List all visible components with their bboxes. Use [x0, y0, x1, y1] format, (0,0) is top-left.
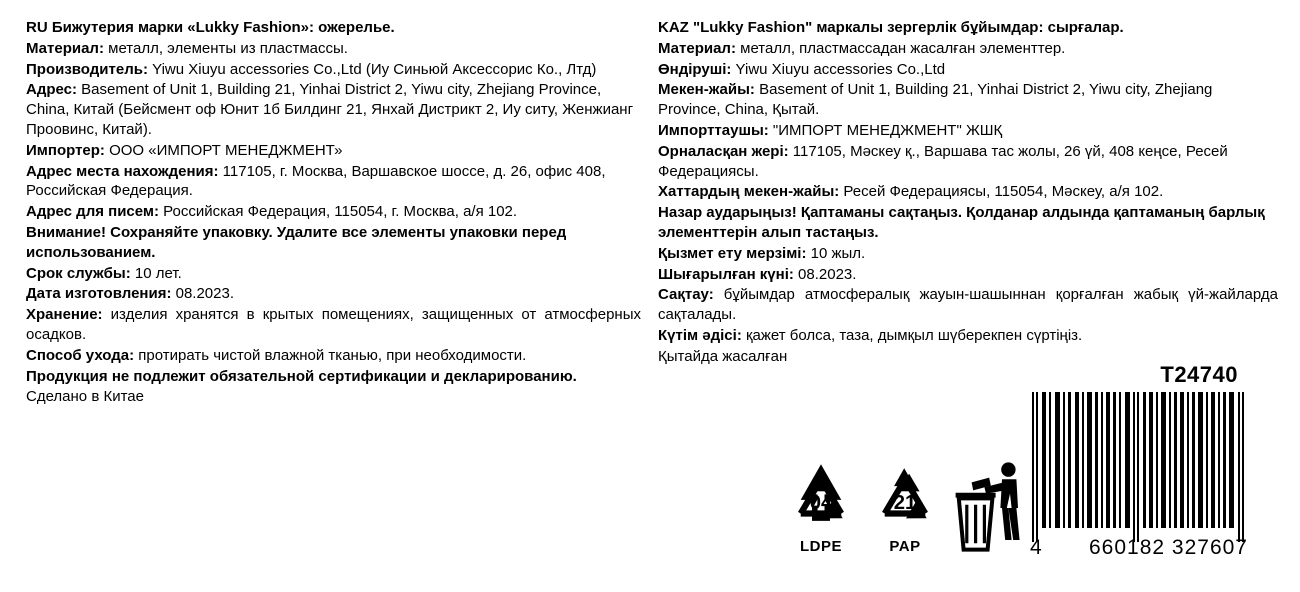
product-code: T24740	[1160, 362, 1238, 387]
entry-label: Орналасқан жері:	[658, 142, 789, 160]
entry-value: металл, пластмассадан жасалған элементтер.	[735, 39, 1066, 57]
entry-value: Сделано в Китае	[26, 388, 144, 406]
barcode	[1030, 392, 1248, 570]
entry-made-in-ru	[26, 387, 641, 407]
entry-manufacture-date-ru	[26, 284, 641, 304]
entry-manufacture-date-kaz	[658, 265, 1278, 285]
entry-warning-ru	[26, 223, 641, 263]
entry-value: 117105, Мәскеу қ., Варшава тас жолы, 26 үй, 408 кеңсе, Ресей Федерациясы.	[658, 142, 1228, 180]
recycling-number-2: 21	[893, 491, 917, 514]
recycling-number-1: 04	[809, 491, 833, 514]
entry-value: металл, элементы из пластмассы.	[103, 39, 348, 57]
recycling-material-1: LDPE	[799, 538, 842, 555]
entry-address-kaz	[658, 80, 1278, 120]
barcode-digits-rest: 660182 327607	[1089, 536, 1248, 559]
title-ru	[26, 18, 641, 38]
entry-care-kaz	[658, 326, 1278, 346]
entry-manufacturer-ru	[26, 60, 641, 80]
barcode-digits	[1030, 536, 1248, 560]
entry-label: Срок службы:	[26, 264, 131, 282]
entry-label: Адрес места нахождения:	[26, 162, 219, 180]
entry-label: Внимание! Сохраняйте упаковку. Удалите все элементы упаковки перед использованием.	[26, 223, 567, 261]
entry-label: Назар аударыңыз! Қаптаманы сақтаңыз. Қолданар алдында қаптаманың барлық элементтерін алып тастаңыз.	[658, 204, 1265, 241]
entry-label: Хаттардың мекен-жайы:	[658, 183, 840, 201]
entry-mail-address-kaz	[658, 182, 1278, 202]
recycling-marks	[782, 462, 1022, 572]
recycling-material-2: PAP	[889, 538, 921, 555]
entry-material-ru	[26, 39, 641, 59]
entry-value: 117105, г. Москва, Варшавское шоссе, д. 26, офис 408, Российская Федерация.	[26, 162, 606, 200]
entry-value: "ИМПОРТ МЕНЕДЖМЕНТ" ЖШҚ	[768, 121, 1003, 139]
entry-care-ru	[26, 346, 641, 366]
entry-label: Қызмет ету мерзімі:	[658, 244, 807, 262]
entry-value: Yiwu Xiuyu accessories Co.,Ltd	[731, 60, 946, 78]
entry-label: Импортер:	[26, 141, 105, 159]
entry-value: Basement of Unit 1, Building 21, Yinhai District 2, Yiwu city, Zhejiang Province, China, Китай (Бейсмент оф Юнит 1б Билдинг 21, Янхай Дистрикт 2, Иу ситу, Женжианг Проовинс, Китай).	[26, 81, 634, 138]
entry-value: изделия хранятся в крытых помещениях, защищенных от атмосферных осадков.	[26, 306, 641, 343]
lang-tag-kaz: KAZ	[658, 19, 689, 36]
entry-location-address-kaz	[658, 142, 1278, 182]
entry-storage-ru	[26, 305, 641, 345]
entry-value: 10 лет.	[130, 264, 182, 282]
entry-label: Материал:	[26, 39, 104, 57]
entry-label: Способ ухода:	[26, 346, 135, 364]
entry-value: Ресей Федерациясы, 115054, Мәскеу, а/я 102.	[839, 183, 1164, 201]
entry-label: Өндіруші:	[658, 60, 732, 78]
entry-label: Күтім әдісі:	[658, 326, 742, 344]
entry-importer-kaz	[658, 121, 1278, 141]
title-text-kaz: "Lukky Fashion" маркалы зергерлік бұйымдар: сырғалар.	[693, 19, 1124, 36]
entry-warning-kaz	[658, 203, 1278, 243]
entry-value: 08.2023.	[793, 265, 857, 283]
entry-value: бұйымдар атмосфералық жауын-шашыннан қорғалған жабық үй-жайларда сақталады.	[658, 286, 1278, 324]
entry-value: Российская Федерация, 115054, г. Москва, а/я 102.	[159, 203, 518, 221]
barcode-digit-first: 4	[1030, 536, 1043, 559]
entry-value: Basement of Unit 1, Building 21, Yinhai District 2, Yiwu city, Zhejiang Province, China, Қытай.	[658, 81, 1213, 119]
entry-value: ООО «ИМПОРТ МЕНЕДЖМЕНТ»	[104, 141, 343, 159]
throw-in-bin-icon	[954, 458, 1034, 558]
entry-value: Қытайда жасалған	[658, 347, 788, 365]
entry-value: протирать чистой влажной тканью, при необходимости.	[134, 346, 527, 364]
column-kaz	[658, 18, 1278, 368]
column-ru	[26, 18, 641, 408]
entry-location-address-ru	[26, 162, 641, 202]
entry-label: Шығарылған күні:	[658, 265, 794, 283]
lang-tag-ru: RU	[26, 19, 48, 36]
entry-label: Материал:	[658, 39, 736, 57]
entry-value: Yiwu Xiuyu accessories Co.,Ltd (Иу Синьюй Аксессорис Ко., Лтд)	[147, 60, 597, 78]
entry-label: Сақтау:	[658, 286, 714, 304]
entry-material-kaz	[658, 39, 1278, 59]
title-text-ru: Бижутерия марки «Lukky Fashion»: ожерелье.	[51, 19, 395, 36]
entry-service-life-ru	[26, 264, 641, 284]
entry-label: Мекен-жайы:	[658, 81, 755, 99]
recycling-loop-icon	[782, 462, 860, 540]
entry-label: Адрес:	[26, 81, 77, 99]
entry-storage-kaz	[658, 285, 1278, 325]
barcode-bars	[1030, 392, 1248, 542]
entry-label: Хранение:	[26, 306, 103, 324]
entry-address-ru	[26, 80, 641, 139]
recycling-loop-icon	[866, 462, 944, 540]
entry-manufacturer-kaz	[658, 60, 1278, 80]
entry-label: Дата изготовления:	[26, 285, 172, 303]
entry-value: 10 жыл.	[806, 244, 866, 262]
title-kaz	[658, 18, 1278, 38]
entry-importer-ru	[26, 141, 641, 161]
entry-value: қажет болса, таза, дымқыл шүберекпен сүртіңіз.	[741, 326, 1083, 344]
entry-service-life-kaz	[658, 244, 1278, 264]
entry-label: Адрес для писем:	[26, 203, 160, 221]
entry-certification-ru	[26, 367, 641, 387]
entry-value: 08.2023.	[171, 285, 234, 303]
entry-mail-address-ru	[26, 202, 641, 222]
entry-label: Импорттаушы:	[658, 121, 769, 139]
entry-label: Продукция не подлежит обязательной сертификации и декларированию.	[26, 367, 577, 385]
entry-label: Производитель:	[26, 60, 148, 78]
